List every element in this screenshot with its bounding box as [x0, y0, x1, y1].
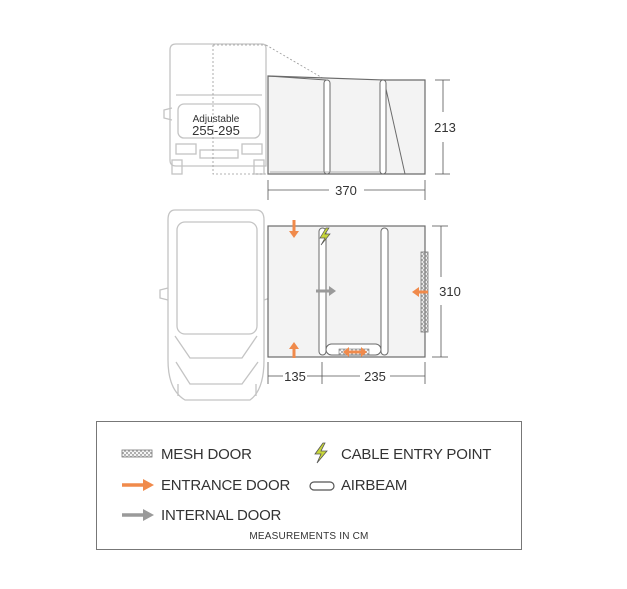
- vehicle-top-view: [160, 210, 270, 400]
- awning-side-view: [268, 76, 425, 174]
- awning-top-view: [268, 226, 428, 357]
- legend-internal-door: INTERNAL DOOR: [161, 507, 282, 524]
- legend-mesh-door: MESH DOOR: [161, 446, 252, 463]
- cable-entry-legend-icon: [311, 442, 331, 464]
- legend-entrance-door: ENTRANCE DOOR: [161, 477, 291, 494]
- rear-width-value: 235: [364, 369, 386, 384]
- front-width-value: 135: [284, 369, 306, 384]
- airbeam-icon: [309, 480, 335, 492]
- legend-airbeam: AIRBEAM: [341, 477, 408, 494]
- mesh-door-icon: [121, 449, 153, 459]
- depth-value: 310: [439, 284, 461, 299]
- vehicle-side-view: [164, 44, 266, 174]
- adjustable-label: Adjustable: [192, 114, 240, 125]
- legend-cable-entry-point: CABLE ENTRY POINT: [341, 446, 492, 463]
- adjustable-range: 255-295: [192, 123, 240, 138]
- legend-box: [96, 421, 522, 550]
- measurements-note: MEASUREMENTS IN CM: [249, 531, 369, 542]
- internal-door-icon: [121, 508, 155, 522]
- entrance-door-icon: [121, 478, 155, 492]
- airbeam-2: [381, 228, 388, 355]
- height-value: 213: [434, 120, 456, 135]
- length-value: 370: [335, 183, 357, 198]
